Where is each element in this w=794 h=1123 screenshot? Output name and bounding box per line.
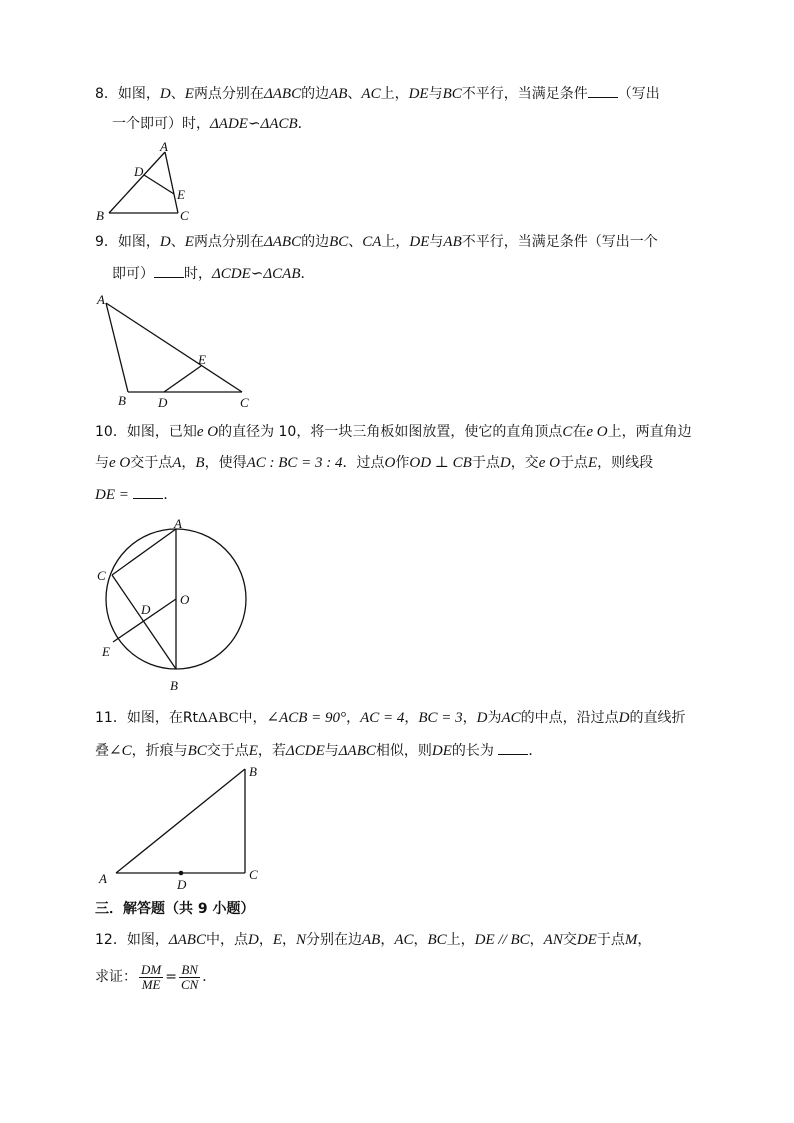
q10-label-D: D xyxy=(141,602,151,617)
q12-seg-AB: AB xyxy=(362,932,381,948)
q9-text: 两点分别在 xyxy=(193,234,264,250)
q10-text: 作 xyxy=(395,455,410,471)
q12-text: 分别在边 xyxy=(306,932,362,948)
q9-label-B: B xyxy=(118,393,126,408)
answer-blank[interactable] xyxy=(498,740,528,755)
q11-text: ． xyxy=(528,743,543,759)
q11-AC: AC = 4 xyxy=(360,710,405,726)
q8-label-C: C xyxy=(180,208,189,222)
q8-text: （写出 xyxy=(617,86,660,102)
q9-seg-BC: BC xyxy=(329,234,349,250)
q10-text: 在 xyxy=(572,424,587,440)
q8-text: 、 xyxy=(347,86,362,102)
q9-similarity: ΔCDE∽ΔCAB xyxy=(212,266,301,282)
q11-text: 的直线折 xyxy=(629,710,686,726)
answer-blank[interactable] xyxy=(133,484,163,499)
q12-text: ， xyxy=(637,932,652,948)
q10-text: ，则线段 xyxy=(597,455,654,471)
q10-var-A: A xyxy=(172,455,182,471)
q11-text: 的中点，沿过点 xyxy=(520,710,619,726)
q8-line2 xyxy=(112,114,312,134)
q10-label-O: O xyxy=(180,592,190,607)
q11-angle-C: ∠C xyxy=(109,743,132,759)
q11-BC: BC = 3 xyxy=(418,710,463,726)
q8-seg-AB: AB xyxy=(329,86,348,102)
q8-text: 两点分别在 xyxy=(193,86,264,102)
q9-text: 、 xyxy=(170,234,185,250)
equals-sign: = xyxy=(165,969,177,985)
q8-var-E: E xyxy=(184,86,194,102)
q8-text: 上， xyxy=(380,86,409,102)
q10-text: ， xyxy=(181,455,196,471)
q9-label-A: A xyxy=(97,292,105,307)
q11-label-D: D xyxy=(177,877,187,892)
q11-figure xyxy=(92,762,272,892)
answer-blank[interactable] xyxy=(154,263,184,278)
q11-label-B: B xyxy=(249,764,257,779)
fraction-numerator: DM xyxy=(141,961,162,977)
q12-triangle: ΔABC xyxy=(168,932,206,948)
q12-text: 上， xyxy=(446,932,475,948)
q10-perp: OD ⊥ CB xyxy=(409,455,472,471)
q9-figure xyxy=(90,290,260,410)
q10-DE: DE = xyxy=(95,487,129,503)
q10-label-E: E xyxy=(102,644,110,659)
q10-text: 于点 xyxy=(559,455,588,471)
q10-text: ，使得 xyxy=(204,455,247,471)
q10-label-C: C xyxy=(97,568,106,583)
q8-label-D: D xyxy=(134,164,144,179)
q10-text: 与 xyxy=(95,455,109,471)
q12-var-N: N xyxy=(295,932,306,948)
q10-ratio: AC : BC = 3 : 4 xyxy=(246,455,343,471)
q8-seg-DE: DE xyxy=(408,86,429,102)
q11-tri-ABC: ΔABC xyxy=(338,743,376,759)
q11-triangle: ΔABC xyxy=(198,710,239,726)
q9-label-D: D xyxy=(158,395,168,410)
fraction-DM-ME xyxy=(139,963,163,992)
q11-text: 的长为 xyxy=(451,743,494,759)
q12-text: 于点 xyxy=(596,932,625,948)
q10-text: 上，两直角边 xyxy=(607,424,692,440)
q10-text: ，交 xyxy=(510,455,539,471)
q10-var-B: B xyxy=(195,455,205,471)
q12-text: 12．如图， xyxy=(95,932,169,948)
q11-text: ，若 xyxy=(257,743,286,759)
q12-var-M: M xyxy=(624,932,638,948)
q9-line2 xyxy=(112,263,315,284)
q9-label-C: C xyxy=(240,395,249,410)
q12-text: ． xyxy=(202,969,217,985)
q10-var-C: C xyxy=(562,424,573,440)
q9-text: 与 xyxy=(429,234,444,250)
q12-seg-AC: AC xyxy=(394,932,414,948)
q12-text: ， xyxy=(413,932,428,948)
q11-line1 xyxy=(95,708,686,728)
q12-seg-BC: BC xyxy=(427,932,447,948)
q8-text: 一个即可）时， xyxy=(112,116,210,132)
q12-line2 xyxy=(95,960,216,994)
q9-text: 的边 xyxy=(301,234,330,250)
q9-var-D: D xyxy=(159,234,171,250)
q11-text: ， xyxy=(404,710,419,726)
q11-text: 11．如图，在Rt xyxy=(95,710,199,726)
q10-var-D: D xyxy=(499,455,511,471)
q11-angle: ∠ACB = 90° xyxy=(266,710,347,726)
q11-var-D: D xyxy=(618,710,630,726)
q9-seg-CA: CA xyxy=(362,234,382,250)
fraction-BN-CN xyxy=(179,963,200,992)
q9-text: 上， xyxy=(381,234,410,250)
q11-seg-DE: DE xyxy=(431,743,452,759)
q10-figure xyxy=(92,518,262,698)
q8-label-E: E xyxy=(177,187,185,202)
q9-text: ． xyxy=(300,266,315,282)
q9-seg-AB: AB xyxy=(443,234,462,250)
section-heading: 三．解答题（共 9 小题） xyxy=(95,901,255,917)
q12-seg-AN: AN xyxy=(543,932,563,948)
q11-seg-AC: AC xyxy=(501,710,521,726)
q10-var-O: O xyxy=(384,455,396,471)
q11-text: 中， xyxy=(238,710,267,726)
q10-text: 于点 xyxy=(471,455,500,471)
q11-label-C: C xyxy=(249,867,258,882)
q11-text: 与 xyxy=(324,743,339,759)
q10-line2 xyxy=(95,453,653,473)
q9-seg-DE: DE xyxy=(409,234,430,250)
q8-text: 的边 xyxy=(301,86,330,102)
q12-text: ， xyxy=(258,932,273,948)
q8-triangle: ΔABC xyxy=(263,86,302,102)
q12-text: ， xyxy=(529,932,544,948)
q11-var-D: D xyxy=(476,710,488,726)
q9-text: 9．如图， xyxy=(95,234,160,250)
q8-label-B: B xyxy=(96,208,104,222)
q8-text: ． xyxy=(297,116,312,132)
q9-text: 、 xyxy=(348,234,363,250)
q8-seg-AC: AC xyxy=(361,86,381,102)
q10-label-B: B xyxy=(170,678,178,693)
fraction-denominator: ME xyxy=(141,976,161,992)
q8-var-D: D xyxy=(159,86,171,102)
q12-seg-DE: DE xyxy=(576,932,597,948)
q9-line1 xyxy=(95,232,658,252)
q10-text: 10．如图，已知 xyxy=(95,424,197,440)
q12-text: ， xyxy=(380,932,395,948)
q12-var-D: D xyxy=(247,932,259,948)
q12-var-E: E xyxy=(272,932,282,948)
q9-text: 即可） xyxy=(112,266,154,282)
q10-text: 交于点 xyxy=(130,455,173,471)
q10-circle-O: e O xyxy=(109,455,131,471)
q9-label-E: E xyxy=(198,352,206,367)
q12-text: 中，点 xyxy=(205,932,248,948)
q8-figure xyxy=(92,142,202,222)
q12-parallel: DE // BC xyxy=(474,932,530,948)
answer-blank[interactable] xyxy=(588,83,618,98)
q11-line2 xyxy=(95,740,542,761)
fraction-denominator: CN xyxy=(180,976,199,992)
q9-text: 时， xyxy=(184,266,212,282)
q12-text: 求证： xyxy=(95,969,137,985)
q8-text: 8．如图， xyxy=(95,86,160,102)
q12-text: 交 xyxy=(562,932,577,948)
q9-var-E: E xyxy=(184,234,194,250)
q10-circle-O: e O xyxy=(538,455,560,471)
q10-label-A: A xyxy=(174,518,182,531)
q8-label-A: A xyxy=(160,142,168,154)
q10-circle-O: e O xyxy=(196,424,219,440)
q10-text: 的直径为 10，将一块三角板如图放置，使它的直角顶点 xyxy=(218,424,563,440)
q10-line1 xyxy=(95,422,692,442)
q8-line1 xyxy=(95,83,660,104)
q12-line1 xyxy=(95,930,651,950)
q11-var-E: E xyxy=(248,743,258,759)
q9-triangle: ΔABC xyxy=(263,234,302,250)
fraction-numerator: BN xyxy=(179,963,200,978)
q11-text: ， xyxy=(462,710,477,726)
q11-text: ，折痕与 xyxy=(131,743,188,759)
q8-text: 、 xyxy=(170,86,185,102)
q8-text: 不平行，当满足条件 xyxy=(461,86,588,102)
q11-tri-CDE: ΔCDE xyxy=(285,743,325,759)
q9-text: 不平行，当满足条件（写出一个 xyxy=(461,234,658,250)
q10-var-E: E xyxy=(587,455,598,471)
q11-label-A: A xyxy=(99,871,107,886)
q11-text: 为 xyxy=(487,710,502,726)
q8-seg-BC: BC xyxy=(442,86,462,102)
q8-text: 与 xyxy=(428,86,443,102)
q10-line3 xyxy=(95,484,177,505)
q10-text: ． xyxy=(163,487,178,503)
q11-text: 交于点 xyxy=(206,743,249,759)
q10-text: ．过点 xyxy=(342,455,385,471)
q10-circle-O: e O xyxy=(586,424,608,440)
q11-text: ， xyxy=(346,710,361,726)
q8-similarity: ΔADE∽ΔACB xyxy=(210,116,298,132)
q11-seg-BC: BC xyxy=(187,743,207,759)
q11-text: 叠 xyxy=(95,743,109,759)
q12-text: ， xyxy=(281,932,296,948)
q11-text: 相似，则 xyxy=(375,743,432,759)
